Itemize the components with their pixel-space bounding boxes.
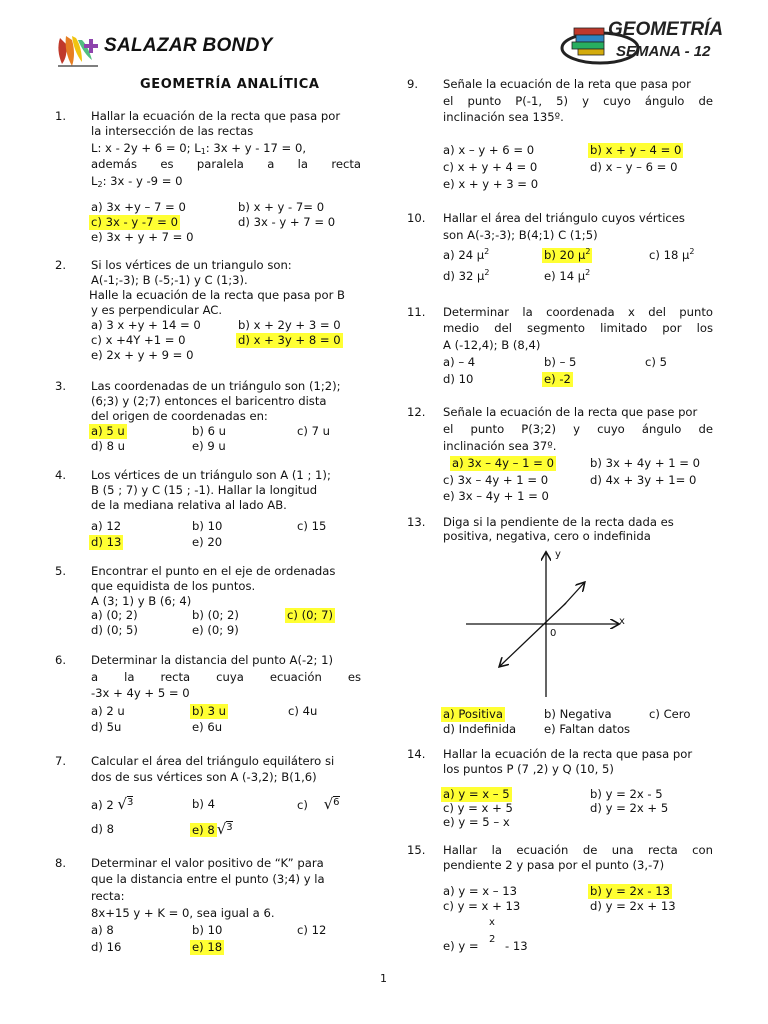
q15-option-e-pre: e) y = <box>443 939 479 953</box>
page-number: 1 <box>380 972 387 985</box>
q10-option-e <box>544 269 590 284</box>
q11-option-c: c) 5 <box>645 355 667 369</box>
q7-option-e <box>190 820 233 838</box>
subject-badge <box>560 18 724 66</box>
q15-option-e-den: 2 <box>489 934 496 945</box>
q10-option-d-text: d) 32 μ <box>443 269 485 283</box>
q1-line2: la intersección de las rectas <box>91 124 254 138</box>
q7-option-a <box>91 795 133 813</box>
q9-option-e: e) x + y + 3 = 0 <box>443 177 539 191</box>
q13-option-a: a) Positiva <box>443 707 503 721</box>
q10-line1: Hallar el área del triángulo cuyos vértices <box>443 211 685 225</box>
q13-number: 13. <box>407 515 426 529</box>
q1-line5-c: : 3x - y -9 = 0 <box>102 174 183 188</box>
q10-option-c-text: c) 18 μ <box>649 248 690 262</box>
q3-option-d: d) 8 u <box>91 439 125 453</box>
q2-option-e: e) 2x + y + 9 = 0 <box>91 348 194 362</box>
q6-number: 6. <box>55 653 67 667</box>
q11-option-d: d) 10 <box>443 372 474 386</box>
q1-option-b: b) x + y - 7= 0 <box>238 200 325 214</box>
q3-option-b: b) 6 u <box>192 424 226 438</box>
q15-line1: Hallar la ecuación de una recta con <box>443 843 713 857</box>
q7-option-c-radicand: 6 <box>333 797 340 808</box>
q5-line1: Encontrar el punto en el eje de ordenadas <box>91 564 336 578</box>
sloped-line-ext <box>564 583 584 605</box>
q4-line1: Los vértices de un triángulo son A (1 ; 1); <box>91 468 331 482</box>
q11-line3: A (-12,4); B (8,4) <box>443 338 541 352</box>
q11-line1: Determinar la coordenada x del punto <box>443 305 713 319</box>
q14-option-d: d) y = 2x + 5 <box>590 801 669 815</box>
q8-line1: Determinar el valor positivo de “K” para <box>91 856 324 870</box>
q9-option-b: b) x + y – 4 = 0 <box>590 143 682 157</box>
q4-option-d: d) 13 <box>91 535 122 549</box>
q6-line2: a la recta cuya ecuación es <box>91 670 361 684</box>
q9-option-d: d) x – y – 6 = 0 <box>590 160 678 174</box>
q11-option-a: a) – 4 <box>443 355 476 369</box>
q11-option-e: e) -2 <box>544 372 571 386</box>
q7-option-a-radicand: 3 <box>126 797 134 808</box>
q10-option-a-text: a) 24 μ <box>443 248 485 262</box>
q15-number: 15. <box>407 843 426 857</box>
q4-number: 4. <box>55 468 67 482</box>
q1-line5 <box>91 174 183 189</box>
q2-line3: Halle la ecuación de la recta que pasa por B <box>89 288 345 302</box>
q2-number: 2. <box>55 258 67 272</box>
q3-option-a: a) 5 u <box>91 424 125 438</box>
q9-option-a: a) x – y + 6 = 0 <box>443 143 535 157</box>
q1-line3-c: : 3x + y - 17 = 0, <box>205 141 307 155</box>
q10-option-d-exp: 2 <box>484 268 490 277</box>
week-label: SEMANA - 12 <box>616 43 711 60</box>
q10-option-c <box>649 248 695 263</box>
q6-option-e: e) 6u <box>192 720 223 734</box>
q7-number: 7. <box>55 754 67 768</box>
q11-number: 11. <box>407 305 426 319</box>
q1-line3-a: L: x - 2y + 6 = 0; L <box>91 141 201 155</box>
q15-option-b: b) y = 2x - 13 <box>590 884 671 898</box>
q4-line2: B (5 ; 7) y C (15 ; -1). Hallar la longitud <box>91 483 318 497</box>
q9-option-c: c) x + y + 4 = 0 <box>443 160 538 174</box>
q3-option-c: c) 7 u <box>297 424 330 438</box>
q8-line2: que la distancia entre el punto (3;4) y la <box>91 872 325 886</box>
q13-option-e: e) Faltan datos <box>544 722 631 736</box>
page-title: GEOMETRÍA ANALÍTICA <box>140 77 320 92</box>
q5-option-b: b) (0; 2) <box>192 608 239 622</box>
q15-option-e-post: - 13 <box>505 939 528 953</box>
q2-option-d: d) x + 3y + 8 = 0 <box>238 333 341 347</box>
q14-option-b: b) y = 2x - 5 <box>590 787 663 801</box>
q3-option-e: e) 9 u <box>192 439 226 453</box>
q6-line1: Determinar la distancia del punto A(-2; 1) <box>91 653 334 667</box>
q14-option-a: a) y = x – 5 <box>443 787 510 801</box>
q3-number: 3. <box>55 379 67 393</box>
q1-line4: además es paralela a la recta <box>91 157 361 171</box>
q12-line1: Señale la ecuación de la recta que pase por <box>443 405 698 419</box>
q1-line5-a: L <box>91 174 98 188</box>
q5-line3: A (3; 1) y B (6; 4) <box>91 594 192 608</box>
q8-line4: 8x+15 y + K = 0, sea igual a 6. <box>91 906 275 920</box>
q8-option-c: c) 12 <box>297 923 327 937</box>
q7-option-d: d) 8 <box>91 822 114 836</box>
q15-option-d: d) y = 2x + 13 <box>590 899 676 913</box>
q10-option-a-exp: 2 <box>484 247 490 256</box>
q9-line3: inclinación sea 135º. <box>443 110 564 124</box>
q12-option-d: d) 4x + 3y + 1= 0 <box>590 473 697 487</box>
q10-option-d <box>443 269 489 284</box>
q7-option-e-radicand: 3 <box>226 822 233 833</box>
q12-option-b: b) 3x + 4y + 1 = 0 <box>590 456 701 470</box>
q6-option-b: b) 3 u <box>192 704 226 718</box>
sqrt-icon: √ <box>117 795 127 813</box>
q7-option-e-text: e) 8 <box>192 823 215 837</box>
q6-option-a: a) 2 u <box>91 704 125 718</box>
q6-option-c: c) 4u <box>288 704 318 718</box>
q10-option-b-exp: 2 <box>585 247 591 256</box>
q14-option-e: e) y = 5 – x <box>443 815 510 829</box>
q13-option-b: b) Negativa <box>544 707 612 721</box>
q5-line2: que equidista de los puntos. <box>91 579 256 593</box>
q3-line3: del origen de coordenadas en: <box>91 409 268 423</box>
q12-option-e: e) 3x – 4y + 1 = 0 <box>443 489 549 503</box>
q7-option-c-text: c) <box>297 798 308 812</box>
q11-option-b: b) – 5 <box>544 355 577 369</box>
q5-option-a: a) (0; 2) <box>91 608 138 622</box>
q13-option-c: c) Cero <box>649 707 691 721</box>
q8-number: 8. <box>55 856 67 870</box>
q2-line1: Si los vértices de un triangulo son: <box>91 258 292 272</box>
q7-line1: Calcular el área del triángulo equilátero si <box>91 754 335 768</box>
axis-x-label: x <box>619 616 625 627</box>
q5-number: 5. <box>55 564 67 578</box>
axis-y-label: y <box>555 549 561 560</box>
q2-option-c: c) x +4Y +1 = 0 <box>91 333 186 347</box>
q14-line1: Hallar la ecuación de la recta que pasa por <box>443 747 693 761</box>
q9-line2: el punto P(-1, 5) y cuyo ángulo de <box>443 94 713 108</box>
q10-option-b <box>542 248 592 263</box>
q3-line2: (6;3) y (2;7) entonces el baricentro dista <box>91 394 327 408</box>
q4-option-a: a) 12 <box>91 519 122 533</box>
q6-line3: -3x + 4y + 5 = 0 <box>91 686 190 700</box>
q1-number: 1. <box>55 109 67 123</box>
q5-option-c: c) (0; 7) <box>287 608 333 622</box>
q14-option-c: c) y = x + 5 <box>443 801 513 815</box>
subject-title: GEOMETRÍA <box>608 19 724 40</box>
q2-option-a: a) 3 x +y + 14 = 0 <box>91 318 201 332</box>
q14-number: 14. <box>407 747 426 761</box>
q1-option-e: e) 3x + y + 7 = 0 <box>91 230 194 244</box>
q2-line2: A(-1;-3); B (-5;-1) y C (1;3). <box>91 273 248 287</box>
q15-line2: pendiente 2 y pasa por el punto (3,-7) <box>443 858 665 872</box>
q13-option-d: d) Indefinida <box>443 722 517 736</box>
q10-option-e-text: e) 14 μ <box>544 269 586 283</box>
q12-line3: inclinación sea 37º. <box>443 439 557 453</box>
q13-line1: Diga si la pendiente de la recta dada es <box>443 515 674 529</box>
q6-option-d: d) 5u <box>91 720 122 734</box>
sqrt-icon: √ <box>323 795 334 813</box>
q13-line2: positiva, negativa, cero o indefinida <box>443 529 651 543</box>
q8-option-d: d) 16 <box>91 940 122 954</box>
q8-option-b: b) 10 <box>192 923 223 937</box>
q10-option-c-exp: 2 <box>689 247 695 256</box>
q12-number: 12. <box>407 405 426 419</box>
q10-line2: son A(-3;-3); B(4;1) C (1;5) <box>443 228 598 242</box>
q1-option-d: d) 3x - y + 7 = 0 <box>238 215 336 229</box>
q9-line1: Señale la ecuación de la reta que pasa por <box>443 77 691 91</box>
q3-line1: Las coordenadas de un triángulo son (1;2); <box>91 379 341 393</box>
logo-salazar-bondy <box>54 30 102 70</box>
q14-line2: los puntos P (7 ,2) y Q (10, 5) <box>443 762 614 776</box>
q2-option-b: b) x + 2y + 3 = 0 <box>238 318 341 332</box>
q8-option-a: a) 8 <box>91 923 114 937</box>
origin-label: 0 <box>550 628 557 639</box>
q1-line3-sub: 1 <box>200 147 206 156</box>
q1-option-c: c) 3x - y -7 = 0 <box>91 215 178 229</box>
q12-option-c: c) 3x – 4y + 1 = 0 <box>443 473 549 487</box>
q10-option-b-text: b) 20 μ <box>544 248 586 262</box>
q12-option-a: a) 3x – 4y – 1 = 0 <box>452 456 554 470</box>
q15-option-a: a) y = x – 13 <box>443 884 518 898</box>
q10-option-e-exp: 2 <box>585 268 591 277</box>
q7-option-b: b) 4 <box>192 797 215 811</box>
q1-line3 <box>91 141 361 156</box>
q10-number: 10. <box>407 211 426 225</box>
q1-line1: Hallar la ecuación de la recta que pasa por <box>91 109 341 123</box>
q7-line2: dos de sus vértices son A (-3,2); B(1,6) <box>91 770 317 784</box>
q5-option-d: d) (0; 5) <box>91 623 138 637</box>
q1-line5-sub: 2 <box>97 180 103 189</box>
q2-line4: y es perpendicular AC. <box>91 303 223 317</box>
school-logo-icon <box>54 30 102 70</box>
brand-name: SALAZAR BONDY <box>104 35 273 56</box>
q4-line3: de la mediana relativa al lado AB. <box>91 498 287 512</box>
q15-option-e-num: x <box>489 917 495 928</box>
q12-line2: el punto P(3;2) y cuyo ángulo de <box>443 422 713 436</box>
q7-option-a-text: a) 2 <box>91 798 114 812</box>
q8-line3: recta: <box>91 889 125 903</box>
q4-option-e: e) 20 <box>192 535 223 549</box>
q7-option-c <box>297 795 340 813</box>
q8-option-e: e) 18 <box>192 940 223 954</box>
q10-option-a <box>443 248 489 263</box>
sqrt-icon: √ <box>216 820 227 838</box>
q5-option-e: e) (0; 9) <box>192 623 239 637</box>
slope-diagram <box>460 545 640 700</box>
q4-option-b: b) 10 <box>192 519 223 533</box>
q9-number: 9. <box>407 77 419 91</box>
q11-line2: medio del segmento limitado por los <box>443 321 713 335</box>
q15-option-e <box>443 915 563 955</box>
q1-option-a: a) 3x +y – 7 = 0 <box>91 200 186 214</box>
q15-option-c: c) y = x + 13 <box>443 899 521 913</box>
q4-option-c: c) 15 <box>297 519 327 533</box>
